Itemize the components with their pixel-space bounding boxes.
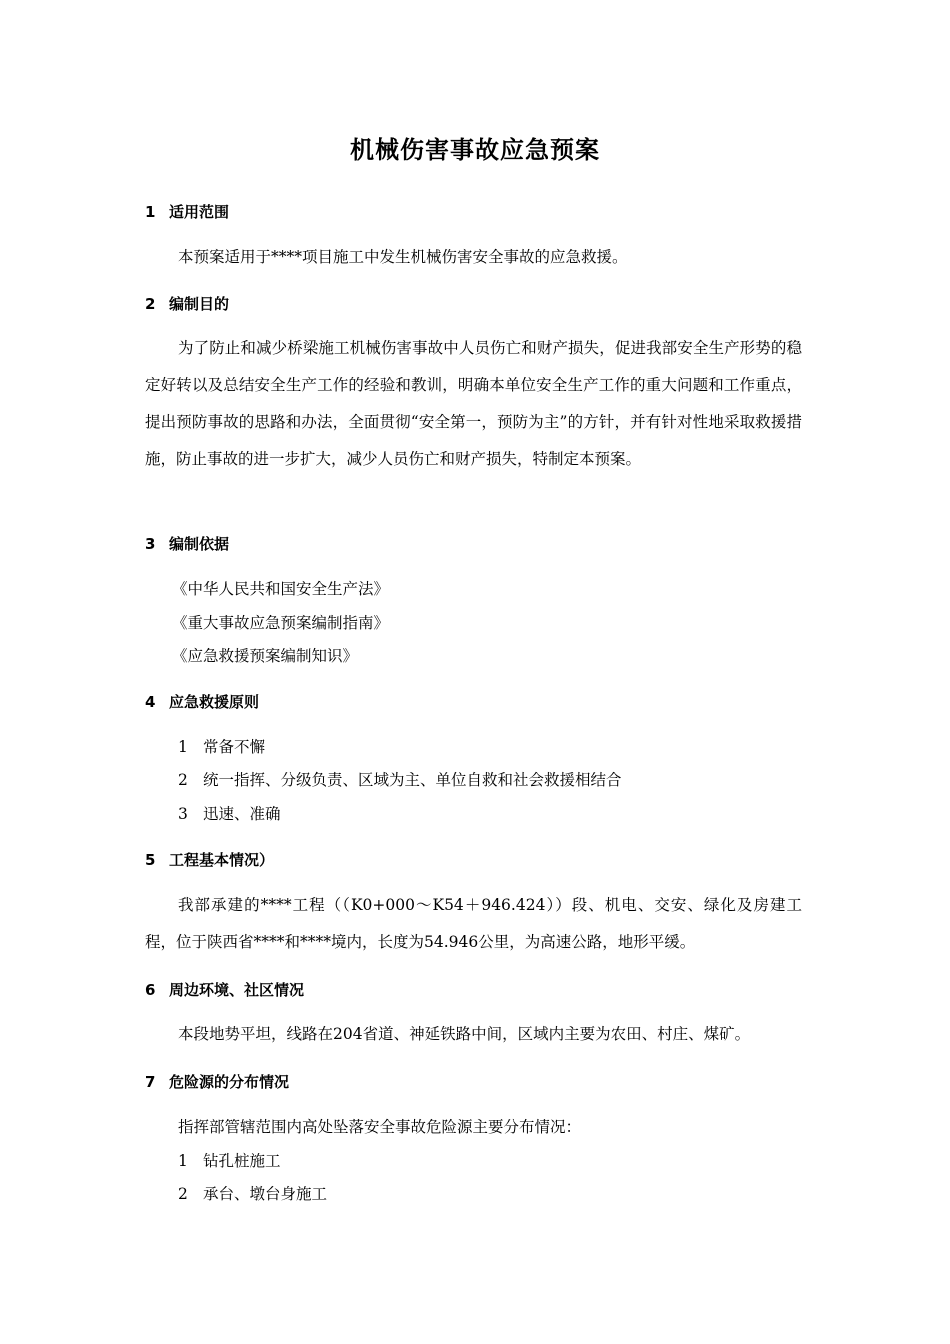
section-heading-text: 编制依据 xyxy=(169,535,230,553)
list-item-number: 2 xyxy=(178,1185,188,1203)
section-number: 4 xyxy=(145,693,156,711)
list-item xyxy=(178,803,281,825)
section-intro-7: 指挥部管辖范围内高处坠落安全事故危险源主要分布情况： xyxy=(178,1118,582,1136)
section-heading-6 xyxy=(145,979,304,1001)
section-heading-text: 编制目的 xyxy=(169,295,230,313)
section-number: 5 xyxy=(145,851,156,869)
list-item-text: 承台、墩台身施工 xyxy=(203,1185,328,1203)
section-heading-3 xyxy=(145,533,229,555)
document-title: 机械伤害事故应急预案 xyxy=(350,136,600,164)
section-number: 2 xyxy=(145,295,156,313)
list-item-text: 钻孔桩施工 xyxy=(203,1152,281,1170)
list-item xyxy=(178,1150,281,1172)
section-heading-text: 危险源的分布情况 xyxy=(169,1073,290,1091)
list-item xyxy=(178,769,622,791)
list-item-number: 1 xyxy=(178,1152,188,1170)
list-item-text: 常备不懈 xyxy=(203,738,266,756)
section-heading-text: 工程基本情况） xyxy=(169,851,275,869)
section-paragraph-2: 为了防止和减少桥梁施工机械伤害事故中人员伤亡和财产损失，促进我部安全生产形势的稳定好转以及总结安全生产工作的经验和教训，明确本单位安全生产工作的重大问题和工作重点，提出预防事故的思路和办法，全面贯彻“安全第一，预防为主”的方针，并有针对性地采取救援措施，防止事故的进一步扩大，减少人员伤亡和财产损失，特制定本预案。 xyxy=(145,339,802,468)
section-heading-4 xyxy=(145,691,259,713)
list-item-number: 3 xyxy=(178,805,188,823)
section-number: 3 xyxy=(145,535,156,553)
section-paragraph-1: 本预案适用于****项目施工中发生机械伤害安全事故的应急救援。 xyxy=(178,248,628,266)
reference-item: 《中华人民共和国安全生产法》 xyxy=(172,580,390,598)
section-heading-2 xyxy=(145,293,229,315)
list-item-number: 2 xyxy=(178,771,188,789)
list-item-number: 1 xyxy=(178,738,188,756)
section-heading-text: 周边环境、社区情况 xyxy=(169,981,305,999)
list-item xyxy=(178,736,265,758)
section-number: 7 xyxy=(145,1073,156,1091)
section-paragraph-5: 我部承建的****工程（（K0+000～K54＋946.424））段、机电、交安、绿化及房建工程，位于陕西省****和****境内，长度为54.946公里，为高速公路，地形平缓。 xyxy=(145,896,802,951)
list-item-text: 统一指挥、分级负责、区域为主、单位自救和社会救援相结合 xyxy=(203,771,622,789)
section-paragraph-6: 本段地势平坦，线路在204省道、神延铁路中间，区域内主要为农田、村庄、煤矿。 xyxy=(178,1025,751,1043)
reference-item: 《重大事故应急预案编制指南》 xyxy=(172,614,390,632)
list-item-text: 迅速、准确 xyxy=(203,805,281,823)
section-heading-text: 应急救援原则 xyxy=(169,693,260,711)
section-heading-5 xyxy=(145,849,274,871)
section-heading-1 xyxy=(145,201,229,223)
section-number: 1 xyxy=(145,203,156,221)
section-heading-7 xyxy=(145,1071,289,1093)
section-number: 6 xyxy=(145,981,156,999)
reference-item: 《应急救援预案编制知识》 xyxy=(172,647,359,665)
list-item xyxy=(178,1183,327,1205)
section-heading-text: 适用范围 xyxy=(169,203,230,221)
